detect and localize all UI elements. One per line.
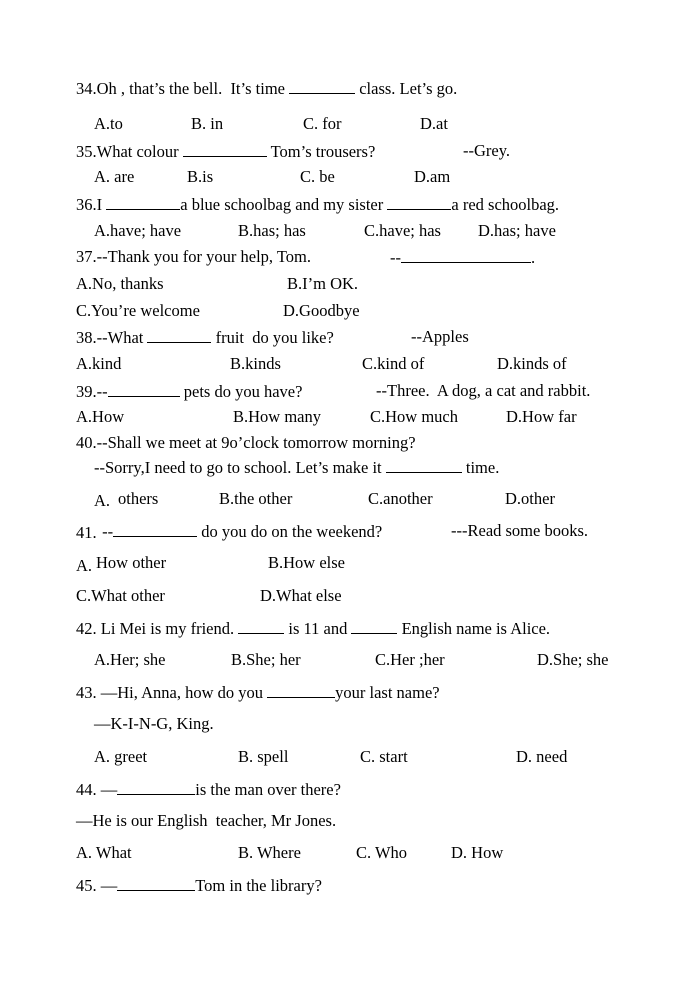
q42-option-d: D.She; she — [537, 650, 609, 669]
q40-option-c: C.another — [368, 489, 433, 508]
q35-stem: 35.What colour Tom’s trousers? — [76, 142, 376, 161]
q44-blank — [117, 779, 195, 795]
q44-answer: —He is our English teacher, Mr Jones. — [76, 811, 337, 830]
q41-option-b: B.How else — [268, 553, 345, 572]
q41-number: 41. — [76, 523, 97, 542]
q43-option-a: A. greet — [94, 747, 148, 766]
q37-answer: -- . — [390, 248, 536, 267]
q39-option-a: A.How — [76, 407, 125, 426]
q40-blank — [386, 457, 462, 473]
q36-option-d: D.has; have — [478, 221, 556, 240]
q34-option-b: B. in — [191, 114, 224, 133]
q41-option-d: D.What else — [260, 586, 342, 605]
q42-stem: 42. Li Mei is my friend. is 11 and English name is Alice. — [76, 619, 551, 638]
q40-option-b: B.the other — [219, 489, 293, 508]
q38-answer: --Apples — [411, 327, 469, 346]
q44-option-a: A. What — [76, 843, 132, 862]
q34-blank — [289, 78, 355, 94]
q43-answer: —K-I-N-G, King. — [94, 714, 214, 733]
q44-option-c: C. Who — [356, 843, 408, 862]
q43-option-b: B. spell — [238, 747, 289, 766]
q42-blank-1 — [238, 618, 284, 634]
q34-option-a: A.to — [94, 114, 123, 133]
q36-blank-2 — [387, 194, 451, 210]
q39-option-c: C.How much — [370, 407, 458, 426]
q39-answer: --Three. A dog, a cat and rabbit. — [376, 381, 591, 400]
q40-reply: --Sorry,I need to go to school. Let’s make it time. — [94, 458, 500, 477]
q37-stem: 37.--Thank you for your help, Tom. — [76, 247, 311, 266]
q41-option-c: C.What other — [76, 586, 165, 605]
q43-option-d: D. need — [516, 747, 568, 766]
q43-option-c: C. start — [360, 747, 408, 766]
q39-blank — [108, 381, 180, 397]
q43-blank — [267, 682, 335, 698]
q38-option-c: C.kind of — [362, 354, 425, 373]
q39-stem: 39.-- pets do you have? — [76, 382, 303, 401]
q36-stem: 36.I a blue schoolbag and my sister a red schoolbag. — [76, 195, 560, 214]
q38-option-a: A.kind — [76, 354, 122, 373]
q40-option-a-letter: A. — [94, 491, 111, 510]
q35-option-d: D.am — [414, 167, 451, 186]
q37-option-d: D.Goodbye — [283, 301, 360, 320]
q38-stem: 38.--What fruit do you like? — [76, 328, 334, 347]
q38-option-b: B.kinds — [230, 354, 281, 373]
q37-blank — [401, 247, 531, 263]
q45-blank — [117, 875, 195, 891]
q41-blank — [113, 521, 197, 537]
q44-stem: 44. — is the man over there? — [76, 780, 341, 799]
q36-option-b: B.has; has — [238, 221, 306, 240]
q36-blank-1 — [106, 194, 180, 210]
q38-option-d: D.kinds of — [497, 354, 567, 373]
q45-stem: 45. — Tom in the library? — [76, 876, 322, 895]
q44-option-b: B. Where — [238, 843, 301, 862]
q35-blank — [183, 141, 267, 157]
q40-option-d: D.other — [505, 489, 555, 508]
q42-blank-2 — [351, 618, 397, 634]
q40-option-a: others — [118, 489, 159, 508]
q34-stem: 34.Oh , that’s the bell. It’s time class. Let’s go. — [76, 79, 458, 98]
q35-option-c: C. be — [300, 167, 335, 186]
q39-option-b: B.How many — [233, 407, 321, 426]
q43-stem: 43. —Hi, Anna, how do you your last name? — [76, 683, 440, 702]
q40-stem: 40.--Shall we meet at 9o’clock tomorrow morning? — [76, 433, 416, 452]
q44-option-d: D. How — [451, 843, 504, 862]
q35-option-b: B.is — [187, 167, 214, 186]
q34-option-d: D.at — [420, 114, 448, 133]
q35-option-a: A. are — [94, 167, 135, 186]
q38-blank — [147, 327, 211, 343]
q34-option-c: C. for — [303, 114, 342, 133]
q39-option-d: D.How far — [506, 407, 577, 426]
q42-option-a: A.Her; she — [94, 650, 166, 669]
q37-option-b: B.I’m OK. — [287, 274, 359, 293]
q41-stem: -- do you do on the weekend? — [98, 522, 383, 541]
q41-answer: ---Read some books. — [451, 521, 589, 540]
q37-option-a: A.No, thanks — [76, 274, 164, 293]
q37-option-c: C.You’re welcome — [76, 301, 200, 320]
q41-option-a-letter: A. — [76, 556, 93, 575]
q42-option-b: B.She; her — [231, 650, 301, 669]
q42-option-c: C.Her ;her — [375, 650, 445, 669]
q35-answer: --Grey. — [463, 141, 511, 160]
q36-option-c: C.have; has — [364, 221, 441, 240]
q36-option-a: A.have; have — [94, 221, 182, 240]
q41-option-a: How other — [96, 553, 167, 572]
